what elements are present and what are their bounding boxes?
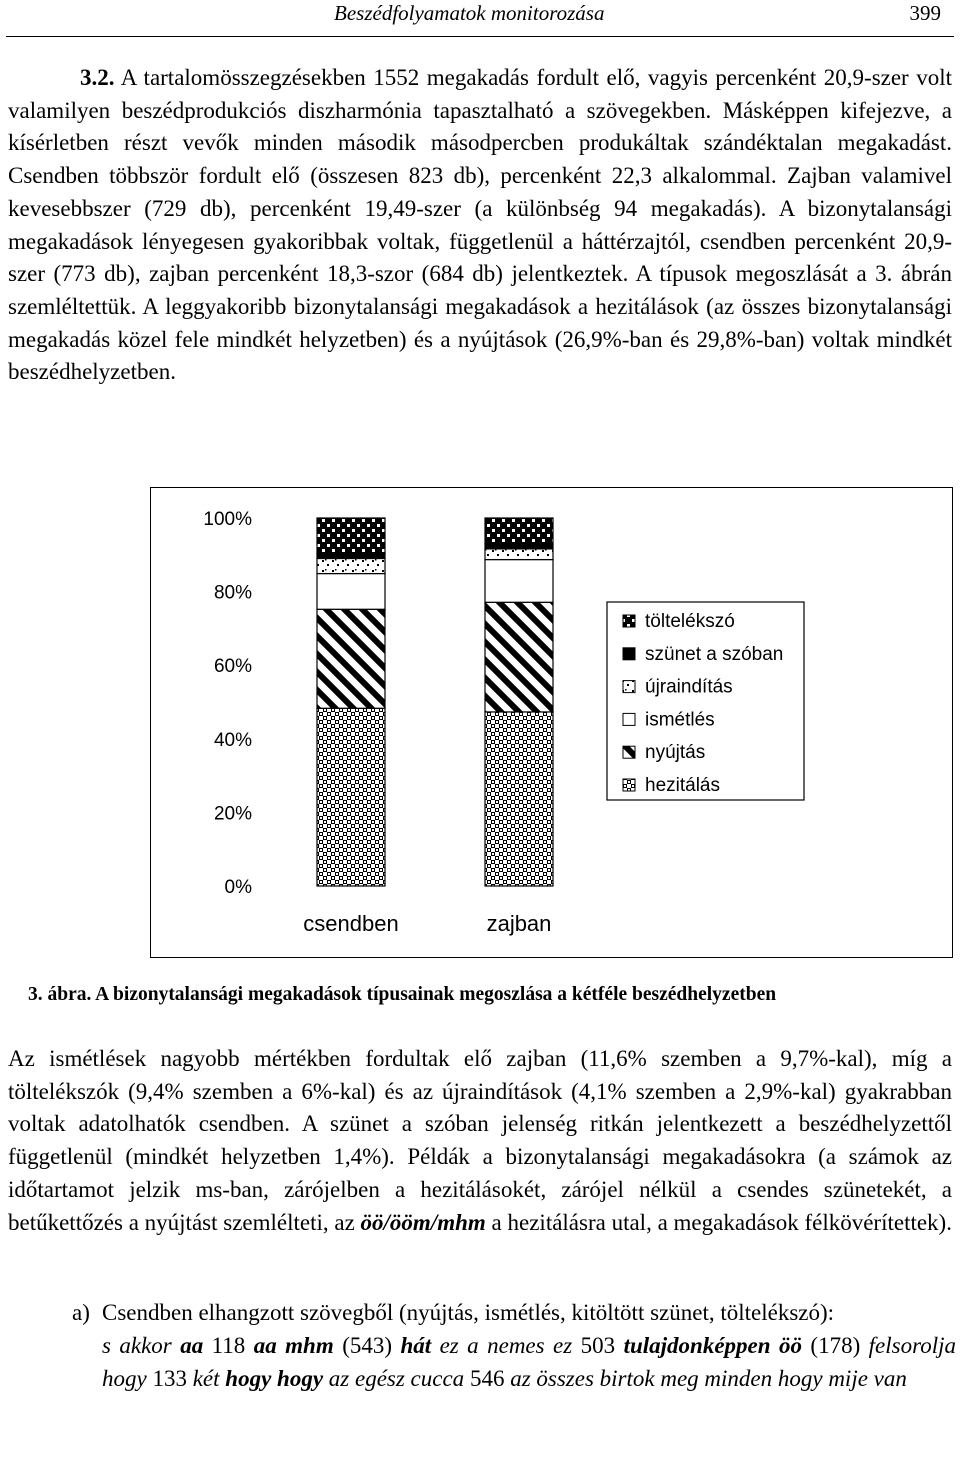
y-tick-label: 40% [213,729,252,751]
example-segment: hát [400,1333,432,1358]
example-segment: felsorolja hogy [102,1333,956,1391]
body-paragraph [8,1043,952,1239]
bars-group [317,518,553,886]
legend-swatch [623,681,635,693]
example-segment: ez a nemes ez [431,1333,581,1358]
running-title: Beszédfolyamatok monitorozása [334,1,605,25]
legend [607,602,804,800]
legend-swatch [623,648,635,660]
chart-canvas [151,488,951,956]
section-paragraph [8,62,952,389]
bar-segment-zajban-3 [485,549,553,560]
legend-label: szünet a szóban [645,643,784,665]
bar-segment-zajban-0 [485,712,553,886]
bar-segment-csendben-5 [317,518,385,553]
legend-swatch [623,713,635,725]
page-number: 399 [909,1,941,25]
legend-swatch [623,615,635,627]
bar-segment-csendben-2 [317,574,385,610]
bar-segment-csendben-0 [317,708,385,886]
bar-segment-csendben-3 [317,558,385,573]
example-segment: 503 [580,1333,616,1358]
body-paragraph-text: Az ismétlések nagyobb mértékben fordultak elő zajban (11,6% szemben a 9,7%-kal), míg a töltelékszók (9,4% szemben a 6%-kal) és az újraindítások (4,1% szemben a 2,9%-kal) gyakrabban voltak adatolhatók csendben. A szünet a szóban jelenség ritkán jelentkezett a beszédhelyzettől függetlenül (mindkét helyzetben 1,4%). Példák a bizonytalansági megakadásokra (a számok az időtartamot jelzik ms-ban, zárójelben a hezitálásokét, zárójel nélkül a csendes szünetekét, a betűkettőzés a nyújtást szemlélteti, az [8,1046,952,1235]
example-segment: tulajdonképpen öö [623,1333,802,1358]
body-paragraph-end: a hezitálásra utal, a megakadások félkövérítettek). [485,1209,952,1235]
bar-segment-zajban-5 [485,518,553,544]
bar-segment-zajban-1 [485,602,553,712]
figure-caption [28,984,958,1006]
legend-label: újraindítás [645,676,733,698]
example-segment: aa [180,1333,204,1358]
example-segment [615,1333,623,1358]
bar-segment-zajban-4 [485,544,553,549]
example-segment: (178) [801,1333,869,1358]
example-segment: az összes birtok meg minden hogy mije van [504,1366,907,1391]
example-segment: az egész cucca [323,1366,470,1391]
y-axis-ticks [203,509,252,898]
bar-segment-csendben-4 [317,553,385,558]
y-tick-label: 0% [224,877,252,898]
x-axis-labels [303,911,551,936]
example-segment: 133 [152,1366,187,1391]
example-segment: (543) [333,1333,401,1358]
legend-label: nyújtás [645,742,706,764]
stacked-bar-chart [150,487,953,958]
example-segment: s akkor [102,1333,181,1358]
legend-swatch [623,746,635,758]
running-header [6,0,954,37]
section-text: A tartalomösszegzésekben 1552 megakadás fordult elő, vagyis percenként 20,9-szer volt valamilyen beszédprodukciós diszharmónia tapasztalható a szövegekben. Másképpen kifejezve, a kísérletben részt vevők minden második másodpercben produkáltak szándéktalan megakadást. Csendben többször fordult elő (összesen 823 db), percenként 22,3 alkalommal. Zajban valamivel kevesebbszer (729 db), percenként 19,49-szer (a különbség 94 megakadás). A bizonytalansági megakadások lényegesen gyakoribbak voltak, függetlenül a háttérzajtól, csendben percenként 20,9-szer (773 db), zajban percenként 18,3-szor (684 db) jelentkeztek. A típusok megoszlását a 3. ábrán szemléltettük. A leggyakoribb bizonytalansági megakadások a hezitálások (az összes bizonytalansági megakadás közel fele mindkét helyzetben) és a nyújtások (26,9%-ban és 29,8%-ban) voltak mindkét beszédhelyzetben. [8,65,952,385]
example-text [102,1329,956,1395]
legend-label: ismétlés [645,709,715,731]
bar-segment-zajban-2 [485,560,553,603]
bar-segment-csendben-1 [317,609,385,708]
bold-example: öö/ööm/mhm [360,1209,486,1235]
example-segment: két [186,1366,226,1391]
y-tick-label: 80% [213,582,252,604]
legend-swatch [623,779,635,791]
section-number: 3.2. [80,65,115,90]
list-item-intro: Csendben elhangzott szövegből (nyújtás, ismétlés, kitöltött szünet, töltelékszó): [102,1300,835,1325]
legend-label: töltelékszó [645,611,735,632]
y-tick-label: 20% [213,803,252,825]
legend-label: hezitálás [645,775,720,796]
x-category-label: zajban [486,911,552,936]
example-segment: 118 [203,1333,254,1358]
figure-caption-text: A bizonytalansági megakadások típusainak megoszlása a kétféle beszédhelyzetben [91,984,777,1005]
x-category-label: csendben [303,911,399,936]
figure-caption-label: 3. ábra. [28,984,92,1005]
example-segment: aa mhm [253,1333,334,1358]
y-tick-label: 100% [203,509,252,530]
example-segment: 546 [469,1366,505,1391]
list-item-label: a) [72,1300,90,1325]
example-list [72,1296,956,1395]
example-segment: hogy hogy [225,1366,324,1391]
y-tick-label: 60% [213,656,252,678]
